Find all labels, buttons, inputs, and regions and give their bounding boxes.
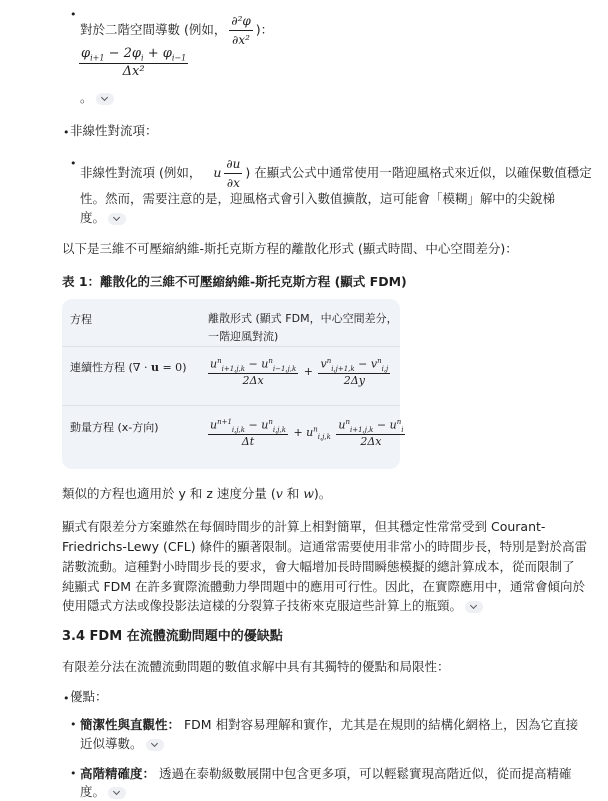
section-intro: 有限差分法在流體流動問題的數值求解中具有其獨特的優點和局限性： (62, 659, 450, 674)
bullet1-text: 對於二階空間導數 (例如， $\frac{\text{∂²φ}}{\text{∂x²}}$ )： (80, 14, 274, 47)
chevron-down-icon[interactable] (96, 93, 114, 105)
bullet-icon: • (63, 692, 70, 705)
continuity-formula: $\frac{u^n_{i+1,j,k} - u^n_{i-1,j,k}}{2\Delta x}$ + $\frac{v^n_{i,j+1,k} - v^n_{i,j}}{2\Delta y}$ (210, 357, 389, 387)
table-header-equation: 方程 (70, 313, 92, 326)
chevron-down-icon[interactable] (108, 213, 126, 225)
equation-table (62, 299, 404, 469)
bullet-icon: • (70, 8, 77, 21)
paragraph-line-2: Friedrichs-Lewy (CFL) 條件的顯著限制。這通常需要使用非常小的時間步長，特別是對於高雷 (62, 539, 588, 554)
chevron-down-icon[interactable] (465, 601, 483, 613)
momentum-label: 動量方程 (x-方向) (70, 421, 159, 434)
bullet2-line2: 性。然而，需要注意的是，迎風格式會引入數值擴散，這可能會「模糊」解中的尖銳梯 (80, 191, 556, 206)
paragraph-line-5: 使用隱式方法或像投影法這樣的分裂算子技術來克服這些計算上的瓶頸。 (62, 597, 483, 615)
similar-text: 類似的方程也適用於 y 和 z 速度分量 (v 和 w)。 (62, 486, 332, 501)
second-derivative-formula: $\frac{\varphi_{i+1} - 2\varphi_i + \varphi_{i-1}}{\text{Δx²}}$ (81, 46, 187, 79)
bullet1-end: 。 (80, 89, 114, 107)
intro-text: 以下是三維不可壓縮納維-斯托克斯方程的離散化形式 (顯式時間、中心空間差分)： (62, 241, 518, 256)
bullet-icon: • (70, 718, 77, 731)
table-header-form-1: 離散形式 (顯式 FDM，中心空間差分， (208, 312, 398, 325)
bullet2-line3: 度。 (80, 209, 126, 227)
section-heading: 3.4 FDM 在流體流動問題中的優缺點 (62, 629, 283, 644)
momentum-formula: $\frac{u^{n+1}_{i,j,k} - u^n_{i,j,k}}{\Delta t}$ + $u^n_{i,j,k}$ $\frac{u^n_{i+1,j,k} - u^n_i}{2\Delta x}$ (210, 418, 404, 448)
paragraph-line-1: 顯式有限差分方案雖然在每個時間步的計算上相對簡單，但其穩定性常常受到 Courant- (62, 519, 546, 534)
pros-title: 優點： (70, 689, 108, 704)
bullet2-line1: 非線性對流項 (例如， u $\frac{\partial u}{\partial x}$ ) 在顯式公式中通常使用一階迎風格式來近似，以確保數值穩定 (80, 157, 592, 190)
paragraph-line-3: 諾數流動。這種對小時間步長的要求，會大幅增加長時間瞬態模擬的總計算成本，從而限制了 (62, 559, 575, 574)
table-caption: 表 1：離散化的三維不可壓縮納維-斯托克斯方程 (顯式 FDM) (62, 274, 407, 289)
bullet-icon: • (70, 157, 77, 170)
continuity-label: 連續性方程 (∇ · u = 0) (70, 361, 187, 374)
pros-item1: 簡潔性與直觀性： FDM 相對容易理解和實作，尤其是在規則的結構化網格上，因為它直接 (80, 717, 579, 732)
chevron-down-icon[interactable] (146, 739, 164, 751)
derivative-fraction: $\frac{\text{∂²φ}}{\text{∂x²}}$ (231, 14, 251, 47)
chevron-down-icon[interactable] (108, 787, 126, 799)
bullet-icon: • (70, 767, 77, 780)
pros-item1-line2: 近似導數。 (80, 735, 164, 753)
bullet2-title: 非線性對流項： (70, 123, 158, 138)
convection-fraction: $\frac{\partial u}{\partial x}$ (226, 157, 241, 190)
paragraph-line-4: 純顯式 FDM 在許多實際流體動力學問題中的應用可行性。因此，在實際應用中，通常會傾向於 (62, 579, 586, 594)
table-header-form-2: 一階迎風對流) (208, 330, 279, 343)
pros-item2-line2: 度。 (80, 783, 126, 801)
bullet-icon: • (63, 126, 70, 139)
pros-item2: 高階精確度： 透過在泰勒級數展開中包含更多項，可以輕鬆實現高階近似，從而提高精確 (80, 766, 572, 781)
